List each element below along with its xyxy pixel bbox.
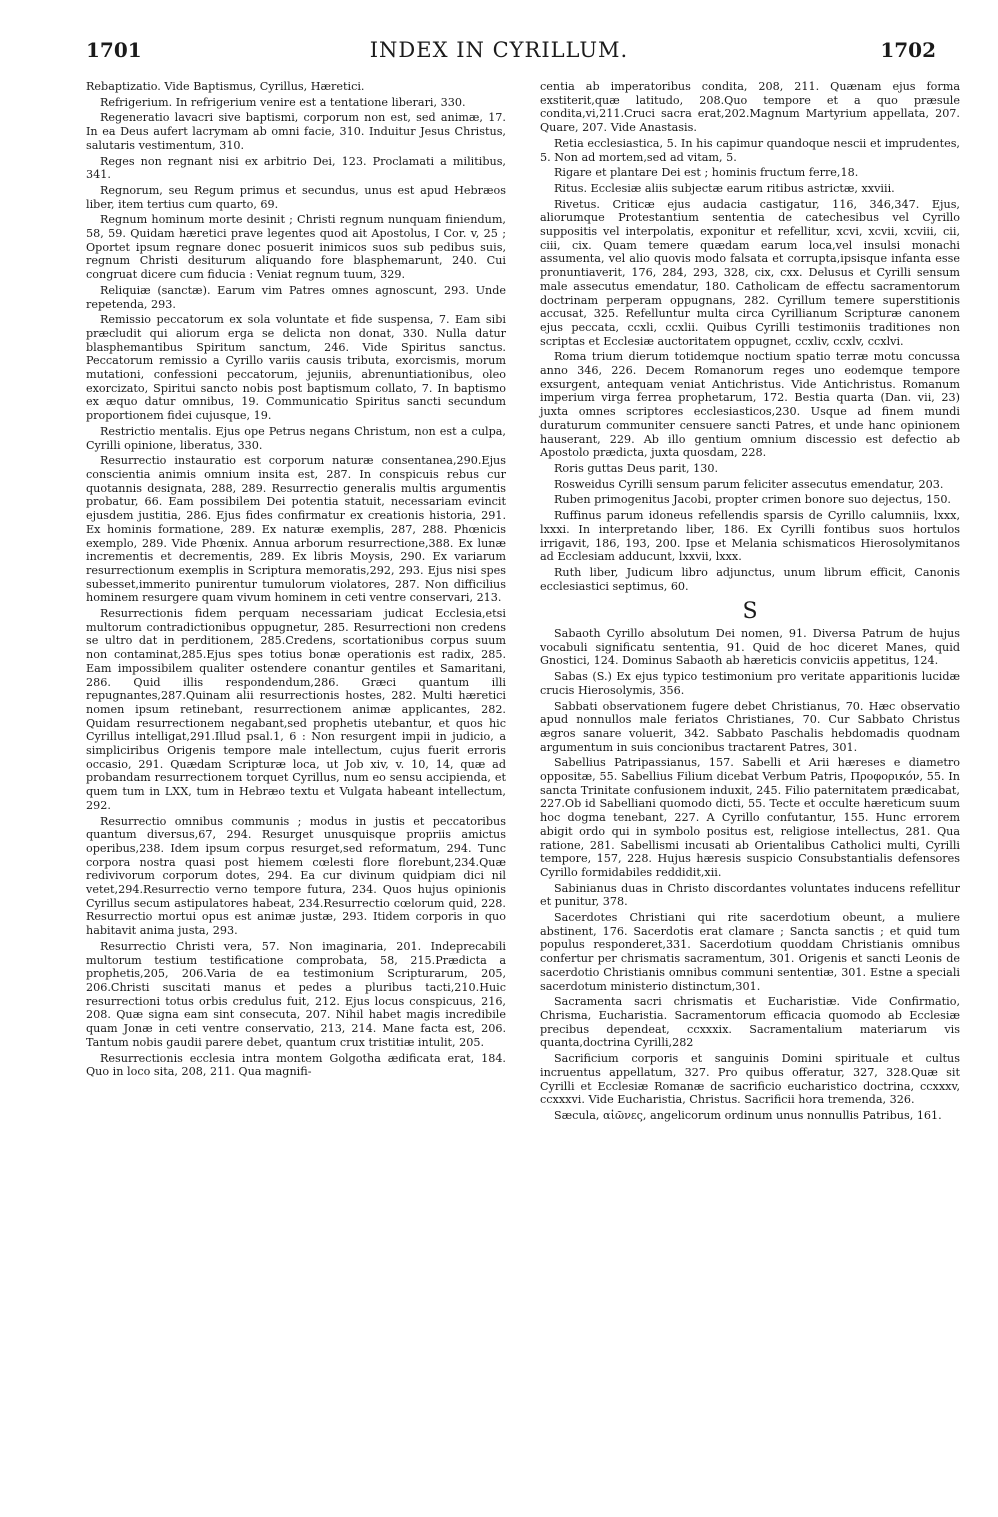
index-entry: Sabinianus duas in Christo discordantes voluntates inducens refellitur et punitur, 378. (540, 881, 960, 909)
index-entry: Restrictio mentalis. Ejus ope Petrus negans Christum, non est a culpa, Cyrilli opinione, liberatus, 330. (86, 424, 506, 452)
index-entry: Rebaptizatio. Vide Baptismus, Cyrillus, Hæretici. (86, 80, 365, 93)
index-entry: Ruben primogenitus Jacobi, propter crimen bonore suo dejectus, 150. (554, 493, 951, 507)
index-entry: centia ab imperatoribus condita, 208, 211. Quænam ejus forma exstiterit,quæ latitudo, 208.Quo tempore et a quo præsule condita,vi,211.Cruci sacra erat,202.Magnum Martyrium appellata, 207. Quare, 207. Vide Anastasis. (540, 80, 960, 135)
running-title: INDEX IN CYRILLUM. (369, 38, 629, 62)
index-entry: Resurrectionis ecclesia intra montem Golgotha ædificata erat, 184. Quo in loco sita, 208, 211. Qua magnifi- (86, 1051, 506, 1079)
index-entry: Reges non regnant nisi ex arbitrio Dei, 123. Proclamati a militibus, 341. (86, 154, 506, 182)
index-entry: Ritus. Ecclesiæ aliis subjectæ earum ritibus astrictæ, xxviii. (554, 181, 895, 195)
index-entry: Rivetus. Criticæ ejus audacia castigatur, 116, 346,347. Ejus, aliorumque Protestantium sententia de catechesibus vel Cyrillo suppositis vel interpolatis, exponitur et refellitur, xcvi, xcvii, xcviii, cii, ciii, cix. Quam temere quædam earum loca,vel insulsi monachi assumenta, vel alio quovis modo falsata et corrupta,ipsisque infanta esse pronuntiaverit, 176, 284, 293, 328, cix, cxx. Delusus et Cyrilli sensum male assecutus emendatur, 180. Catholicam de effectu sacramentorum doctrinam perperam oppugnans, 282. Cyrillum temere superstitionis accusat, 325. Refelluntur multa circa Cyrillianum Scripturæ canonem ejus peccata, ccxli, ccxlii. Quibus Cyrilli testimoniis traditiones non scriptas et Ecclesiæ auctoritatem oppugnet, ccxliv, ccxlv, ccxlvi. (540, 197, 960, 348)
index-entry: Regnum hominum morte desinit ; Christi regnum nunquam finiendum, 58, 59. Quidam hæretici prave legentes quod ait Apostolus, I Cor. v, 25 ; Oportet ipsum regnare donec posuerit inimicos suos sub pedibus suis, regnum Christi desiturum aliquando fore blasphemarunt, 240. Cui congruat dicere cum fiducia : Veniat regnum tuum, 329. (86, 213, 506, 282)
index-entry: Reliquiæ (sanctæ). Earum vim Patres omnes agnoscunt, 293. Unde repetenda, 293. (86, 283, 506, 311)
index-entry: Sacrificium corporis et sanguinis Domini spirituale et cultus incruentus appellatum, 327. Pro quibus offeratur, 327, 328.Quæ sit Cyrilli et Ecclesiæ Romanæ de sacrificio eucharistico doctrina, ccxxxv, ccxxxvi. Vide Eucharistia, Christus. Sacrificii hora tremenda, 326. (540, 1052, 960, 1107)
index-entry: Sabas (S.) Ex ejus typico testimonium pro veritate apparitionis lucidæ crucis Hierosolymis, 356. (540, 670, 960, 697)
index-entry: Rigare et plantare Dei est ; hominis fructum ferre,18. (554, 166, 859, 180)
index-entry: Rosweidus Cyrilli sensum parum feliciter assecutus emendatur, 203. (554, 477, 944, 491)
index-entry: Sabbati observationem fugere debet Christianus, 70. Hæc observatio apud nonnullos male feriatos Christianes, 70. Cur Sabbato Christus ægros sanare voluerit, 342. Sabbato Paschalis hebdomadis quodnam argumentum in suis concionibus tractarent Patres, 301. (540, 699, 960, 754)
index-entry: Sacerdotes Christiani qui rite sacerdotium obeunt, a muliere abstinent, 176. Sacerdotis erat clamare ; Sancta sanctis ; et quid tum populus responderet,331. Sacerdotium quoddam Christianis omnibus confertur per chrismatis sacramentum, 301. Origenis et sancti Leonis de sacerdotio Christianis omnibus communi sententiæ, 301. Estne a speciali sacerdotum ministerio distinctum,301. (540, 911, 960, 993)
index-entry: Remissio peccatorum ex sola voluntate et fide suspensa, 7. Eam sibi præcludit qui aliorum erga se delicta non donat, 330. Nulla datur blasphemantibus Spiritum sanctum, 246. Vide Spiritus sanctus. Peccatorum remissio a Cyrillo variis causis tributa, exorcismis, morum mutationi, confessioni peccatorum, jejuniis, abrenuntiationibus, oleo exorcizato, Spiritui sancto nobis post baptismum collato, 7. In baptismo ex æquo datur omnibus, 19. Communicatio Spiritus sancti secundum proportionem fidei cujusque, 19. (86, 313, 506, 423)
index-entry: Roris guttas Deus parit, 130. (554, 461, 719, 475)
index-entry: Roma trium dierum totidemque noctium spatio terræ motu concussa anno 346, 226. Decem Romanorum reges uno eodemque tempore exsurgent, antequam veniat Antichristus. Vide Antichristus. Romanum imperium virga ferrea prophetarum, 172. Bestia quarta (Dan. vii, 23) juxta omnes scriptores ecclesiasticos,230. Usque ad finem mundi duraturum communiter censuere sancti Patres, et unde hanc opinionem hauserant, 229. Ab illo gentium omnium discessio est defectio ab Apostolo prædicta, juxta quosdam, 228. (540, 350, 960, 460)
index-entry: Resurrectionis fidem perquam necessariam judicat Ecclesia,etsi multorum contradictionibus oppugnetur, 285. Resurrectioni non credens se ultro dat in perditionem, 285.Credens, scortationibus corpus suum non contaminat,285.Ejus spes totius bonæ operationis est radix, 285. Eam impossibilem qualiter ostendere conantur gentiles et Samaritani, 286. Quid illis respondendum,286. Græci quantum illi repugnantes,287.Quinam alii resurrectionis hostes, 282. Multi hæretici nomen ipsum retinebant, resurrectionem animæ applicantes, 282. Quidam resurrectionem negabant,sed prophetis utebantur, et quos hic Cyrillus intelligat,291.Illud psal.1, 6 : Non resurgent impii in judicio, a simpliciribus Origenis tempore male intellectum, cujus fuerit erroris occasio, 291. Quædam Scripturæ loca, ut Job xiv, v. 10, 14, quæ ad probandam resurrectionem torquet Cyrillus, num eo sensu accipienda, et quem tum in LXX, tum in Hebræo textu et Vulgata habeant intellectum, 292. (86, 607, 506, 812)
right-page-number: 1702 (880, 38, 936, 62)
index-entry: Resurrectio instauratio est corporum naturæ consentanea,290.Ejus conscientia animis omnium insita est, 287. In conspicuis rebus cur quotannis designata, 288, 289. Resurrectio generalis multis argumentis probatur, 66. Eam possibilem Dei potentia statuit, necessariam evincit ejusdem justitia, 286. Ejus fides confirmatur ex creationis historia, 291. Ex hominis formatione, 289. Ex naturæ exemplis, 287, 288. Phœnicis exemplo, 289. Vide Phœnix. Annua arborum resurrectione,388. Ex lunæ incrementis et decrementis, 289. Ex libris Moysis, 290. Ex variarum resurrectionum exemplis in Scriptura memoratis,292, 293. Ejus nisi spes subesset,immerito punirentur tumulorum violatores, 287. Non difficilius hominem resurgere quam vivum hominem in ceti ventre conservari, 213. (86, 454, 506, 605)
page-header (0, 38, 998, 68)
index-entry: Ruffinus parum idoneus refellendis sparsis de Cyrillo calumniis, lxxx, lxxxi. In interpretando liber, 186. Ex Cyrilli fontibus suos hortulos irrigavit, 186, 193, 200. Ipse et Melania schismaticos Hierosolymitanos ad Ecclesiam adducunt, lxxvii, lxxx. (540, 509, 960, 564)
index-entry: Resurrectio omnibus communis ; modus in justis et peccatoribus quantum diversus,67, 294. Resurget unusquisque propriis amictus operibus,238. Idem ipsum corpus resurget,sed reformatum, 294. Tunc corpora nostra quasi post hiemem cœlesti flore florebunt,234.Quæ redivivorum corporum dotes, 294. Ea cur divinum quidpiam dici nil vetet,294.Resurrectio verno tempore futura, 234. Quos hujus opinionis Cyrillus secum astipulatores habeat, 234.Resurrectio cœlorum quid, 228. Resurrectio mortui opus est animæ justæ, 293. Itidem corporis in quo habitavit anima justa, 293. (86, 814, 506, 938)
index-entry: Ruth liber, Judicum libro adjunctus, unum librum efficit, Canonis ecclesiastici septimus, 60. (540, 565, 960, 593)
index-entry: Retia ecclesiastica, 5. In his capimur quandoque nescii et imprudentes, 5. Non ad mortem,sed ad vitam, 5. (540, 136, 960, 164)
section-letter: S (742, 599, 758, 625)
index-entry: Sæcula, αἰῶνες, angelicorum ordinum unus nonnullis Patribus, 161. (554, 1108, 942, 1122)
left-column (86, 80, 506, 1081)
index-entry: Sabaoth Cyrillo absolutum Dei nomen, 91. Diversa Patrum de hujus vocabuli significatu sententia, 91. Quid de hoc diceret Manes, quid Gnostici, 124. Dominus Sabaoth ab hæreticis conviciis appetitus, 124. (540, 627, 960, 668)
index-entry: Sacramenta sacri chrismatis et Eucharistiæ. Vide Confirmatio, Chrisma, Eucharistia. Sacramentorum efficacia quomodo ab Ecclesiæ precibus dependeat, ccxxxix. Sacramentalium materiarum vis quanta,doctrina Cyrilli,282 (540, 995, 960, 1050)
right-column (540, 80, 960, 1125)
index-entry: Regeneratio lavacri sive baptismi, corporum non est, sed animæ, 17. In ea Deus aufert lacrymam ab omni facie, 310. Induitur Jesus Christus, salutaris vestimentum, 310. (86, 111, 506, 152)
index-entry: Resurrectio Christi vera, 57. Non imaginaria, 201. Indeprecabili multorum testium testificatione comprobata, 58, 215.Prædicta a prophetis,205, 206.Varia de ea testimonium Scripturarum, 205, 206.Christi suscitati manus et pedes a pluribus tacti,210.Huic resurrectioni totus orbis credulus fuit, 212. Ejus locus conspicuus, 216, 208. Quæ signa eam sint consecuta, 207. Nihil habet magis incredibile quam Jonæ in ceti ventre conservatio, 213, 214. Mane facta est, 206. Tantum nobis gaudii parere debet, quantum crux tristitiæ intulit, 205. (86, 939, 506, 1049)
index-entry: Refrigerium. In refrigerium venire est a tentatione liberari, 330. (100, 95, 466, 109)
index-entry: Regnorum, seu Regum primus et secundus, unus est apud Hebræos liber, item tertius cum quarto, 69. (86, 183, 506, 211)
index-entry: Sabellius Patripassianus, 157. Sabelli et Arii hæreses e diametro oppositæ, 55. Sabellius Filium dicebat Verbum Patris, Προφορικόν, 55. In sancta Trinitate confusionem induxit, 245. Filio paternitatem prædicabat, 227.Ob id Sabelliani quomodo dicti, 55. Tecte et occulte hæreticum suum hoc dogma tenebant, 227. A Cyrillo confutantur, 155. Hunc errorem abigit ordo qui in symbolo positus est, religiose intellectus, 281. Qua ratione, 281. Sabellismi incusati ab Orientalibus Catholici multi, Cyrilli tempore, 157, 228. Hujus hæresis suspicio Consubstantialis defensores Cyrillo formidabiles reddidit,xii. (540, 756, 960, 879)
left-page-number: 1701 (86, 38, 142, 62)
